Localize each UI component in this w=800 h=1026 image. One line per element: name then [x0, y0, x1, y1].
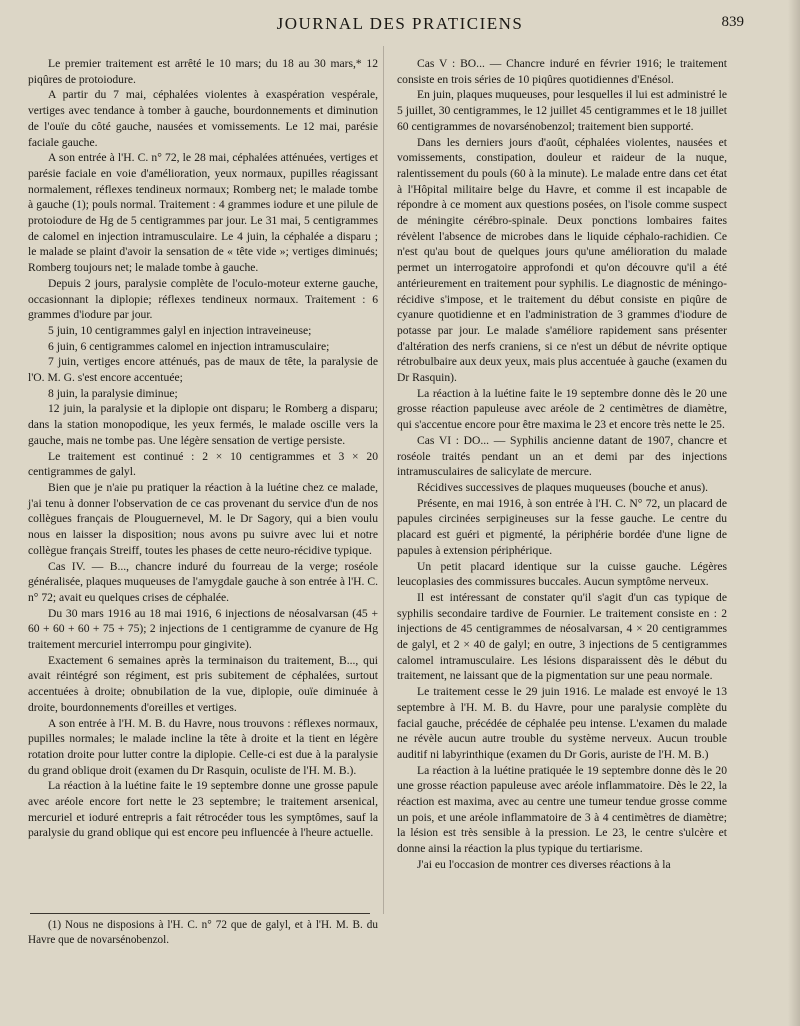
running-header [0, 14, 800, 40]
journal-title: JOURNAL DES PRATICIENS [276, 14, 524, 33]
paragraph: 7 juin, vertiges encore atténués, pas de maux de tête, la paralysie de l'O. M. G. s'est encore accentuée; [28, 355, 378, 385]
paragraph: Un petit placard identique sur la cuisse gauche. Légères leucoplasies des commissures buccales. Aucun symptôme nerveux. [397, 559, 727, 589]
paragraph: Il est intéressant de constater qu'il s'agit d'un cas typique de syphilis secondaire tardive de Fournier. Le traitement consiste en : 2 injections de 45 centigrammes de néosalvarsan, 4 × 20 centigrammes de galyl, et 2 × 40 de galyl; en outre, 3 injections de 5 centigrammes calomel intramusculaire. Les lésions disparaissent dès le début du traitement, ne laissant que de la pigmentation sur une peau normale. [397, 590, 727, 683]
paragraph: 5 juin, 10 centigrammes galyl en injection intraveineuse; [48, 323, 312, 337]
paragraph: Présente, en mai 1916, à son entrée à l'H. C. N° 72, un placard de papules circinées serpigineuses sur la fesse gauche. Le centre du placard est guéri et pigmenté, la périphérie bordée d'une ligne de papules à extension périphérique. [397, 496, 727, 557]
paragraph: Exactement 6 semaines après la terminaison du traitement, B..., qui avait réintégré son régiment, est pris subitement de céphalées, surtout accentuées à droite; obnubilation de la vue, diplopie, ouïe diminuée à droite, bourdonnements d'oreilles et vertiges. [28, 653, 378, 714]
paragraph: 8 juin, la paralysie diminue; [48, 386, 178, 400]
paragraph: La réaction à la luétine faite le 19 septembre donne dès le 20 une grosse réaction papuleuse avec aréole de 2 centimètres de diamètre, qui s'accentue encore pour être maxima le 23 et encore très nette le 25. [397, 386, 727, 432]
page-edge-shadow [788, 0, 800, 1026]
footnote [28, 918, 378, 948]
case-heading-paragraph: Cas V : BO... — Chancre induré en février 1916; le traitement consiste en trois séries de 10 piqûres quotidiennes d'Enésol. [397, 57, 727, 86]
paragraph: Récidives successives de plaques muqueuses (bouche et anus). [417, 480, 709, 494]
paragraph: Dans les derniers jours d'août, céphalées violentes, nausées et vomissements, constipation, douleur et raideur de la nuque, ralentissement du pouls (60 à la minute). Le malade entre dans cet état à l'Hôpital militaire belge du Havre, et comme il est incapable de répondre à ce moment aux questions posées, on l'isole comme suspect de méningite cérébro-spinale. Deux ponctions lombaires faites révèlent l'absence de microbes dans le liquide céphalo-rachidien. Ce n'est qu'au bout de quelques jours qu'une amélioration du malade permet un interrogatoire approfondi et qu'on découvre qu'il a été antérieurement en traitement pour syphilis. Le diagnostic de méningo-récidive s'impose, et le traitement du début consiste en piqûre de cyanure quotidienne et en l'administration de 3 grammes d'iodure de potasse par jour. Le malade s'améliore rapidement sans présenter d'altération des nerfs craniens, si ce n'est un début de névrite optique rétrobulbaire aux deux yeux, mais plus accentuée à gauche (examen du Dr Rasquin). [397, 135, 727, 385]
left-column [28, 56, 378, 841]
paragraph: Le traitement est continué : 2 × 10 centigrammes et 3 × 20 centigrammes de galyl. [28, 449, 378, 479]
paragraph: A son entrée à l'H. C. n° 72, le 28 mai, céphalées atténuées, vertiges et parésie faciale en voie d'amélioration, yeux normaux, pupilles réagissant normalement, réflexes tendineux normaux; Romberg net; le malade tombe à gauche (1); pouls normal. Traitement : 4 grammes iodure et une pilule de protoiodure de Hg de 5 centigrammes par jour. Le 31 mai, 5 centigrammes de calomel en injection intramusculaire. Le 4 juin, la céphalée a disparu ; le malade se plaint d'avoir la sensation de « tête vide »; vertiges diminués; Romberg toujours net; le malade tombe à gauche. [28, 151, 378, 275]
paragraph: En juin, plaques muqueuses, pour lesquelles il lui est administré le 5 juillet, 30 centigrammes, le 12 juillet 45 centigrammes et le 18 juillet 60 centigrammes de novarsénobenzol; traitement bien supporté. [397, 88, 727, 133]
paragraph: 12 juin, la paralysie et la diplopie ont disparu; le Romberg a disparu; dans la station monopodique, les yeux fermés, le malade oscille vers la gauche, mais ne tombe pas. Une légère sensation de vertige persiste. [28, 402, 378, 447]
footnote-text: (1) Nous ne disposions à l'H. C. n° 72 que de galyl, et à l'H. M. B. du Havre que de novarsénobenzol. [28, 919, 378, 946]
paragraph: 6 juin, 6 centigrammes calomel en injection intramusculaire; [48, 339, 330, 353]
case-heading-paragraph: Cas IV. — B..., chancre induré du fourreau de la verge; roséole généralisée, plaques muqueuses de l'amygdale gauche à son entrée à l'H. C. n° 72; avait eu quelques crises de céphalée. [28, 559, 378, 604]
paragraph: A son entrée à l'H. M. B. du Havre, nous trouvons : réflexes normaux, pupilles normales; le malade incline la tête à droite et la tient en légère rotation droite pour lutter contre la diplopie. Celle-ci est due à la paralysie du grand oblique droit (examen du Dr Rasquin, oculiste de l'H. M. B.). [28, 716, 378, 777]
paragraph: La réaction à la luétine faite le 19 septembre donne une grosse papule avec aréole encore fort nette le 23 septembre; le traitement arsenical, mercuriel et ioduré entrepris a fait rétrocéder tous les symptômes, sauf la paralysie du grand oblique qui est encore peu influencée à l'heure actuelle. [28, 779, 378, 840]
case-heading-paragraph: Cas VI : DO... — Syphilis ancienne datant de 1907, chancre et roséole traités pendant un an et demi par des injections intramusculaires de salicylate de mercure. [397, 433, 727, 479]
paragraph: Le traitement cesse le 29 juin 1916. Le malade est envoyé le 13 septembre à l'H. M. B. du Havre, pour une paralysie complète du facial gauche, précédée de céphalée peu intense. L'examen du malade ne révèle aucun autre trouble du système nerveux. Aucun trouble auditif ni labyrinthique (examen du Dr Goris, auriste de l'H. M. B.) [397, 685, 727, 761]
paragraph: J'ai eu l'occasion de montrer ces diverses réactions à la [417, 857, 671, 871]
footnote-rule [30, 913, 370, 914]
paragraph: A partir du 7 mai, céphalées violentes à exaspération vespérale, vertiges avec tendance à tomber à gauche, bourdonnements et diminution de l'ouïe du côté gauche, nausées et vomissements. Le 12 mai, parésie faciale gauche. [28, 88, 378, 149]
paragraph: Le premier traitement est arrêté le 10 mars; du 18 au 30 mars,* 12 piqûres de protoiodure. [28, 57, 378, 86]
paragraph: Du 30 mars 1916 au 18 mai 1916, 6 injections de néosalvarsan (45 + 60 + 60 + 60 + 75 + 75); 2 injections de 1 centigramme de cyanure de Hg traitement mercuriel interrompu pour gingivite). [28, 606, 378, 652]
right-column [397, 56, 727, 873]
paragraph: Bien que je n'aie pu pratiquer la réaction à la luétine chez ce malade, j'ai tenu à donner l'observation de ce cas provenant du service d'un de nos collègues français de Plouguernevel, M. le Dr Sagory, qui a bien voulu nous en laisser la disposition; nous avons pu suivre avec lui et notre collègue français Streiff, toutes les phases de cette neuro-récidive typique. [28, 480, 378, 557]
column-divider [383, 46, 384, 914]
page-number: 839 [721, 14, 744, 30]
paragraph: Depuis 2 jours, paralysie complète de l'oculo-moteur externe gauche, occasionnant la diplopie; réflexes tendineux normaux. Traitement : 6 grammes d'iodure par jour. [28, 276, 378, 322]
paragraph: La réaction à la luétine pratiquée le 19 septembre donne dès le 20 une grosse réaction papuleuse avec aréole inflammatoire. Dès le 22, la réaction est maxima, avec au centre une tumeur tendue grosse comme un pois, et une aréole inflammatoire de 3 à 4 centimètres de diamètre; la lésion est très sensible à la pression. Le 23, le centre s'ulcère et donne ainsi la réaction la plus typique du tertiarisme. [397, 763, 727, 856]
